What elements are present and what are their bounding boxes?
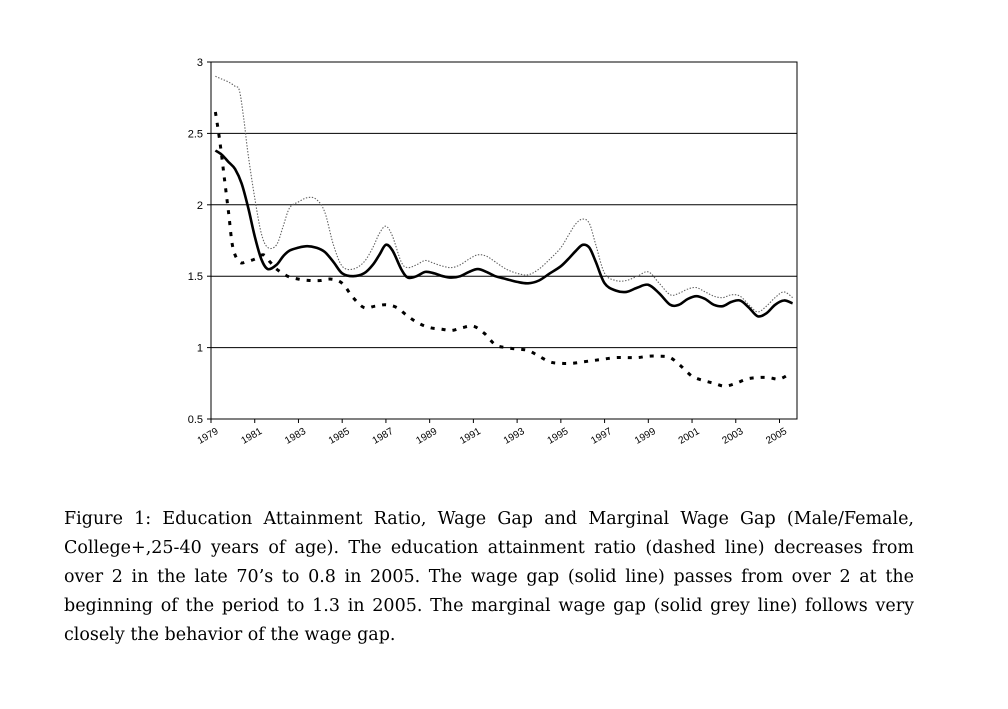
y-tick-label: 1 [196, 342, 203, 355]
x-tick-label: 1997 [589, 426, 615, 447]
x-tick-label: 2005 [764, 426, 790, 447]
gridlines [211, 133, 797, 347]
y-tick-label: 3 [196, 57, 203, 69]
y-tick-label: 2 [196, 199, 203, 212]
y-axis-ticks [188, 57, 211, 426]
series-line-education-attainment-ratio [215, 112, 790, 386]
y-tick-label: 2.5 [187, 128, 203, 141]
x-tick-label: 2003 [720, 426, 746, 447]
series-lines [215, 76, 792, 386]
x-tick-label: 1995 [545, 426, 571, 447]
x-tick-label: 1981 [239, 426, 265, 447]
y-tick-label: 0.5 [187, 414, 203, 426]
x-tick-label: 1991 [458, 426, 483, 447]
x-tick-label: 1985 [326, 426, 352, 447]
series-line-wage-gap [215, 151, 792, 317]
x-tick-label: 1999 [633, 426, 658, 447]
x-tick-label: 1979 [195, 426, 221, 447]
plot-frame [211, 62, 797, 419]
x-axis-ticks [196, 419, 790, 447]
x-tick-label: 1987 [370, 426, 396, 447]
x-tick-label: 2001 [676, 426, 702, 447]
x-tick-label: 1989 [414, 426, 440, 447]
x-tick-label: 1993 [501, 426, 527, 447]
y-tick-label: 1.5 [187, 271, 203, 284]
x-tick-label: 1983 [283, 426, 308, 447]
figure-caption: Figure 1: Education Attainment Ratio, Wage Gap and Marginal Wage Gap (Male/Female, College+,25-40 years of age). The education attainment ratio (dashed line) decreases from over 2 in the late 70’s to 0.8 in 2005. The wage gap (solid line) passes from over 2 at the beginning of the period to 1.3 in 2005. The marginal wage gap (solid grey line) follows very closely the behavior of the wage gap. [64, 509, 914, 645]
